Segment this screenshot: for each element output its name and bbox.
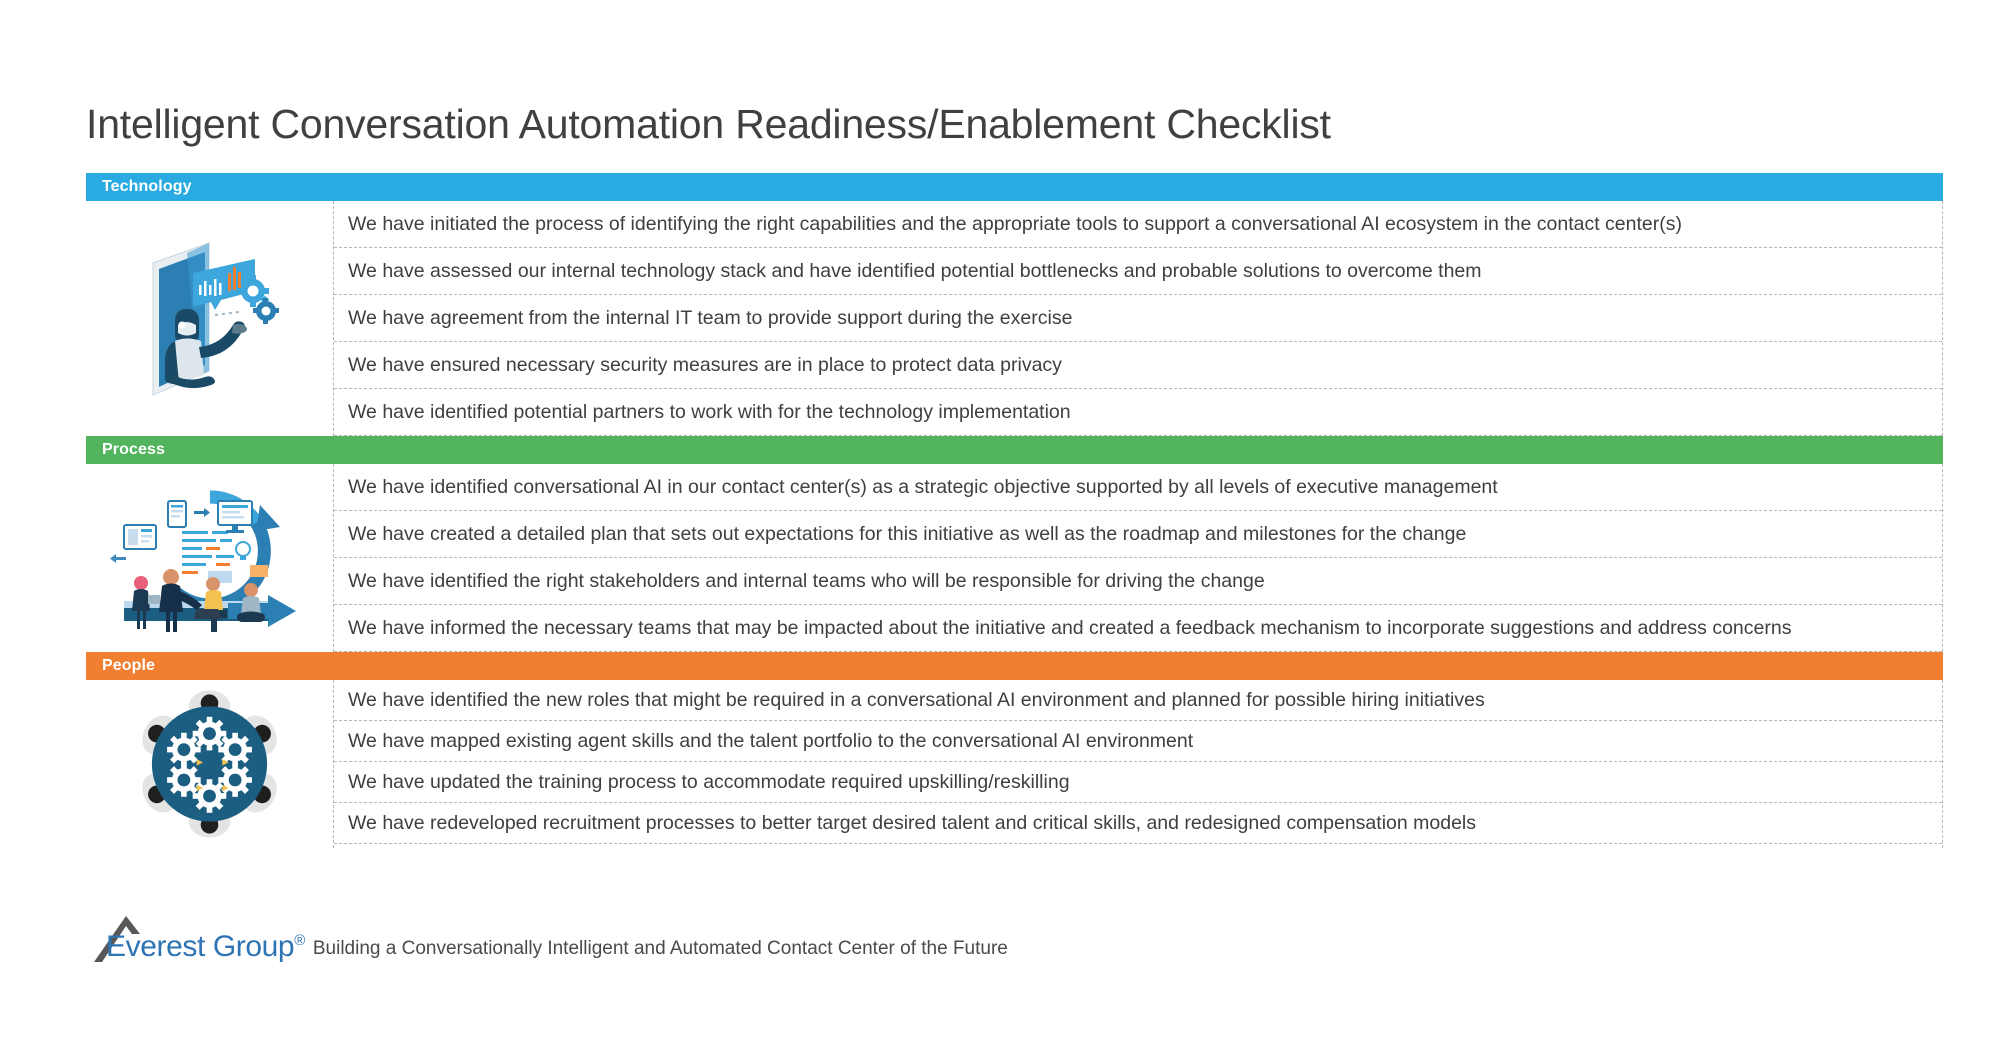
checklist-item[interactable]: We have redeveloped recruitment processes to better target desired talent and critical skills, and redesigned compensation models: [334, 803, 1942, 844]
checklist-items-people: [333, 680, 1943, 848]
section-body-process: [86, 464, 1943, 652]
checklist-items-technology: [333, 201, 1943, 436]
footer-tagline: Building a Conversationally Intelligent and Automated Contact Center of the Future: [312, 938, 1008, 959]
section-header-process: [86, 436, 1943, 464]
roundtable-gears-people-icon: [86, 680, 333, 848]
footer: [92, 912, 1008, 964]
section-label-people: People: [102, 657, 156, 674]
page-title: Intelligent Conversation Automation Readiness/Enablement Checklist: [86, 101, 1331, 148]
checklist-item[interactable]: We have created a detailed plan that sets out expectations for this initiative as well as the roadmap and milestones for the change: [334, 511, 1942, 558]
checklist-item[interactable]: We have ensured necessary security measures are in place to protect data privacy: [334, 342, 1942, 389]
checklist-item[interactable]: We have assessed our internal technology stack and have identified potential bottlenecks and probable solutions to overcome them: [334, 248, 1942, 295]
everest-group-wordmark: [106, 932, 305, 962]
checklist-item[interactable]: We have identified conversational AI in our contact center(s) as a strategic objective supported by all levels of executive management: [334, 464, 1942, 511]
section-header-technology: [86, 173, 1943, 201]
checklist-item[interactable]: We have identified the new roles that might be required in a conversational AI environment and planned for possible hiring initiatives: [334, 680, 1942, 721]
section-technology: [86, 173, 1943, 436]
checklist-table: [86, 173, 1943, 848]
checklist-items-process: [333, 464, 1943, 652]
ai-robot-smartphone-icon: [86, 201, 333, 436]
section-body-people: [86, 680, 1943, 848]
checklist-item[interactable]: We have updated the training process to accommodate required upskilling/reskilling: [334, 762, 1942, 803]
section-label-process: Process: [102, 441, 165, 458]
section-header-people: [86, 652, 1943, 680]
checklist-item[interactable]: We have identified potential partners to work with for the technology implementation: [334, 389, 1942, 436]
section-body-technology: [86, 201, 1943, 436]
checklist-item[interactable]: We have agreement from the internal IT team to provide support during the exercise: [334, 295, 1942, 342]
checklist-item[interactable]: We have initiated the process of identifying the right capabilities and the appropriate tools to support a conversational AI ecosystem in the contact center(s): [334, 201, 1942, 248]
team-workflow-cycle-icon: [86, 464, 333, 652]
section-process: [86, 436, 1943, 652]
checklist-item[interactable]: We have mapped existing agent skills and the talent portfolio to the conversational AI environment: [334, 721, 1942, 762]
checklist-item[interactable]: We have identified the right stakeholders and internal teams who will be responsible for driving the change: [334, 558, 1942, 605]
section-label-technology: Technology: [102, 178, 192, 195]
section-people: [86, 652, 1943, 848]
logo-name-text: Everest Group: [106, 930, 295, 963]
registered-mark-icon: ®: [294, 932, 305, 949]
checklist-item[interactable]: We have informed the necessary teams that may be impacted about the initiative and created a feedback mechanism to incorporate suggestions and address concerns: [334, 605, 1942, 652]
